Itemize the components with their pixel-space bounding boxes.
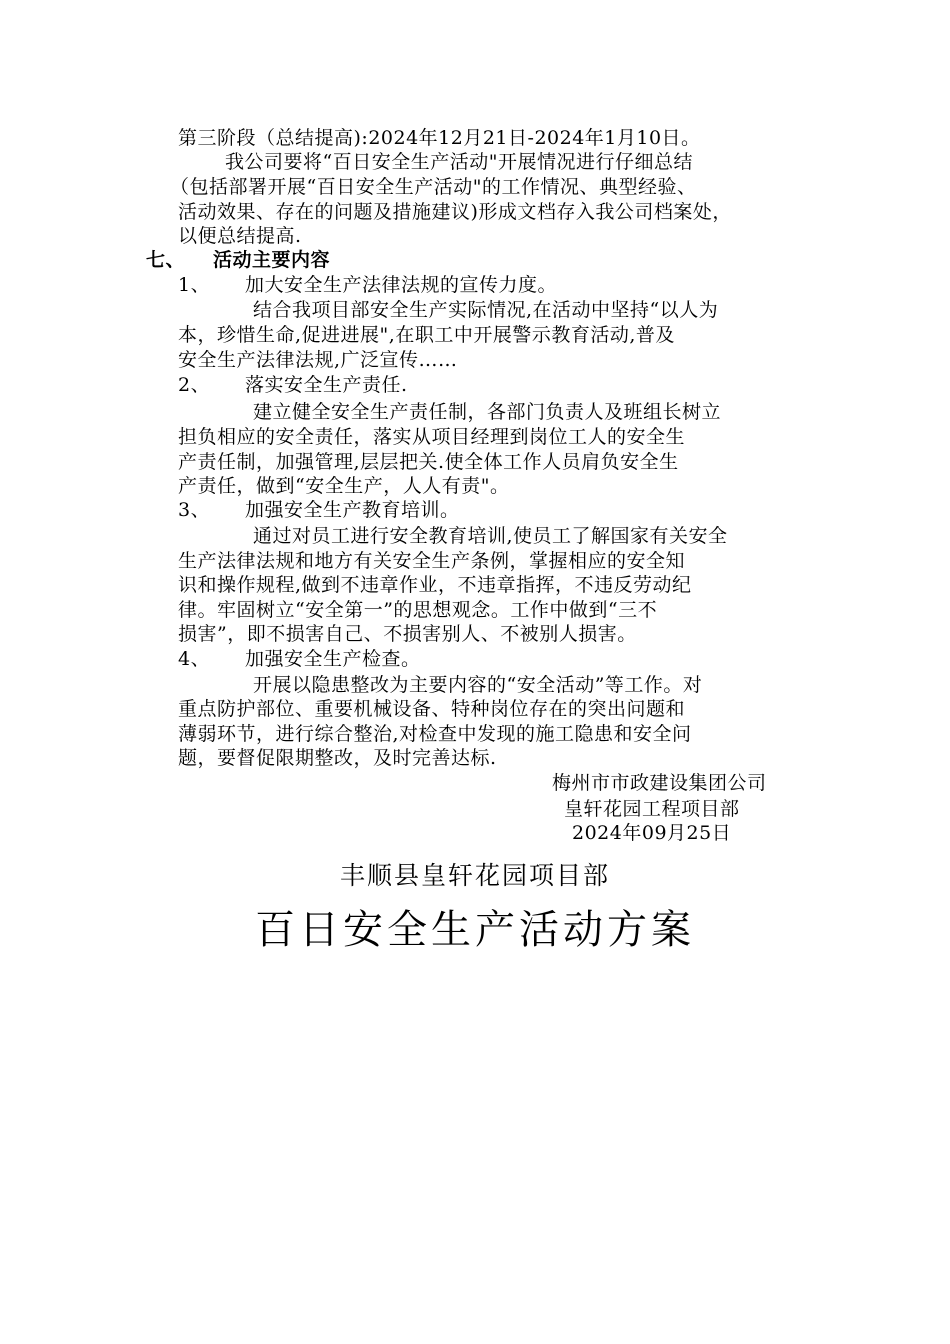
item-4-number: 4、	[178, 648, 211, 670]
signature-date: 2024年09月25日	[572, 822, 732, 844]
item-4-title: 加强安全生产检查。	[245, 648, 421, 670]
item-3-line-1: 通过对员工进行安全教育培训,使员工了解国家有关安全	[253, 525, 728, 547]
stage3-heading: 第三阶段（总结提高):2024年12月21日-2024年1月10日。	[178, 127, 701, 149]
section7-number: 七、	[146, 249, 186, 271]
item-3-line-2: 生产法律法规和地方有关安全生产条例，掌握相应的安全知	[178, 550, 686, 572]
stage3-line-4: 以便总结提高.	[178, 225, 302, 247]
item-1-line-2: 本，珍惜生命,促进进展",在职工中开展警示教育活动,普及	[178, 324, 675, 346]
item-2-number: 2、	[178, 374, 211, 396]
section7-title: 活动主要内容	[213, 249, 331, 271]
signature-company: 梅州市市政建设集团公司	[552, 772, 767, 794]
item-2-line-4: 产责任，做到“安全生产，人人有责"。	[178, 475, 510, 497]
item-4-line-2: 重点防护部位、重要机械设备、特种岗位存在的突出问题和	[178, 698, 686, 720]
item-4-line-4: 题，要督促限期整改，及时完善达标.	[178, 747, 497, 769]
item-1-line-1: 结合我项目部安全生产实际情况,在活动中坚持“以人为	[253, 299, 719, 321]
item-2-line-1: 建立健全安全生产责任制，各部门负责人及班组长树立	[253, 401, 722, 423]
item-2-title: 落实安全生产责任.	[245, 374, 408, 396]
stage3-line-2: （包括部署开展“百日安全生产活动"的工作情况、典型经验、	[170, 176, 697, 198]
item-2-line-3: 产责任制，加强管理,层层把关.使全体工作人员肩负安全生	[178, 451, 679, 473]
stage3-line-1: 我公司要将“百日安全生产活动"开展情况进行仔细总结	[225, 151, 693, 173]
item-1-title: 加大安全生产法律法规的宣传力度。	[245, 274, 558, 296]
item-1-line-3: 安全生产法律法规,广泛宣传……	[178, 349, 458, 371]
item-3-line-3: 识和操作规程,做到不违章作业，不违章指挥，不违反劳动纪	[178, 574, 692, 596]
item-3-line-4: 律。牢固树立“安全第一”的思想观念。工作中做到“三不	[178, 599, 658, 621]
item-4-line-3: 薄弱环节，进行综合整治,对检查中发现的施工隐患和安全问	[178, 723, 692, 745]
item-2-line-2: 担负相应的安全责任，落实从项目经理到岗位工人的安全生	[178, 426, 686, 448]
item-3-number: 3、	[178, 499, 211, 521]
item-1-number: 1、	[178, 274, 211, 296]
item-3-line-5: 损害”，即不损害自己、不损害别人、不被别人损害。	[178, 623, 637, 645]
cover-title: 百日安全生产活动方案	[255, 907, 695, 953]
item-4-line-1: 开展以隐患整改为主要内容的“安全活动”等工作。对	[253, 674, 703, 696]
stage3-line-3: 活动效果、存在的问题及措施建议)形成文档存入我公司档案处，	[178, 201, 732, 223]
signature-department: 皇轩花园工程项目部	[564, 798, 740, 820]
cover-subtitle: 丰顺县皇轩花园项目部	[339, 861, 610, 890]
item-3-title: 加强安全生产教育培训。	[245, 499, 460, 521]
